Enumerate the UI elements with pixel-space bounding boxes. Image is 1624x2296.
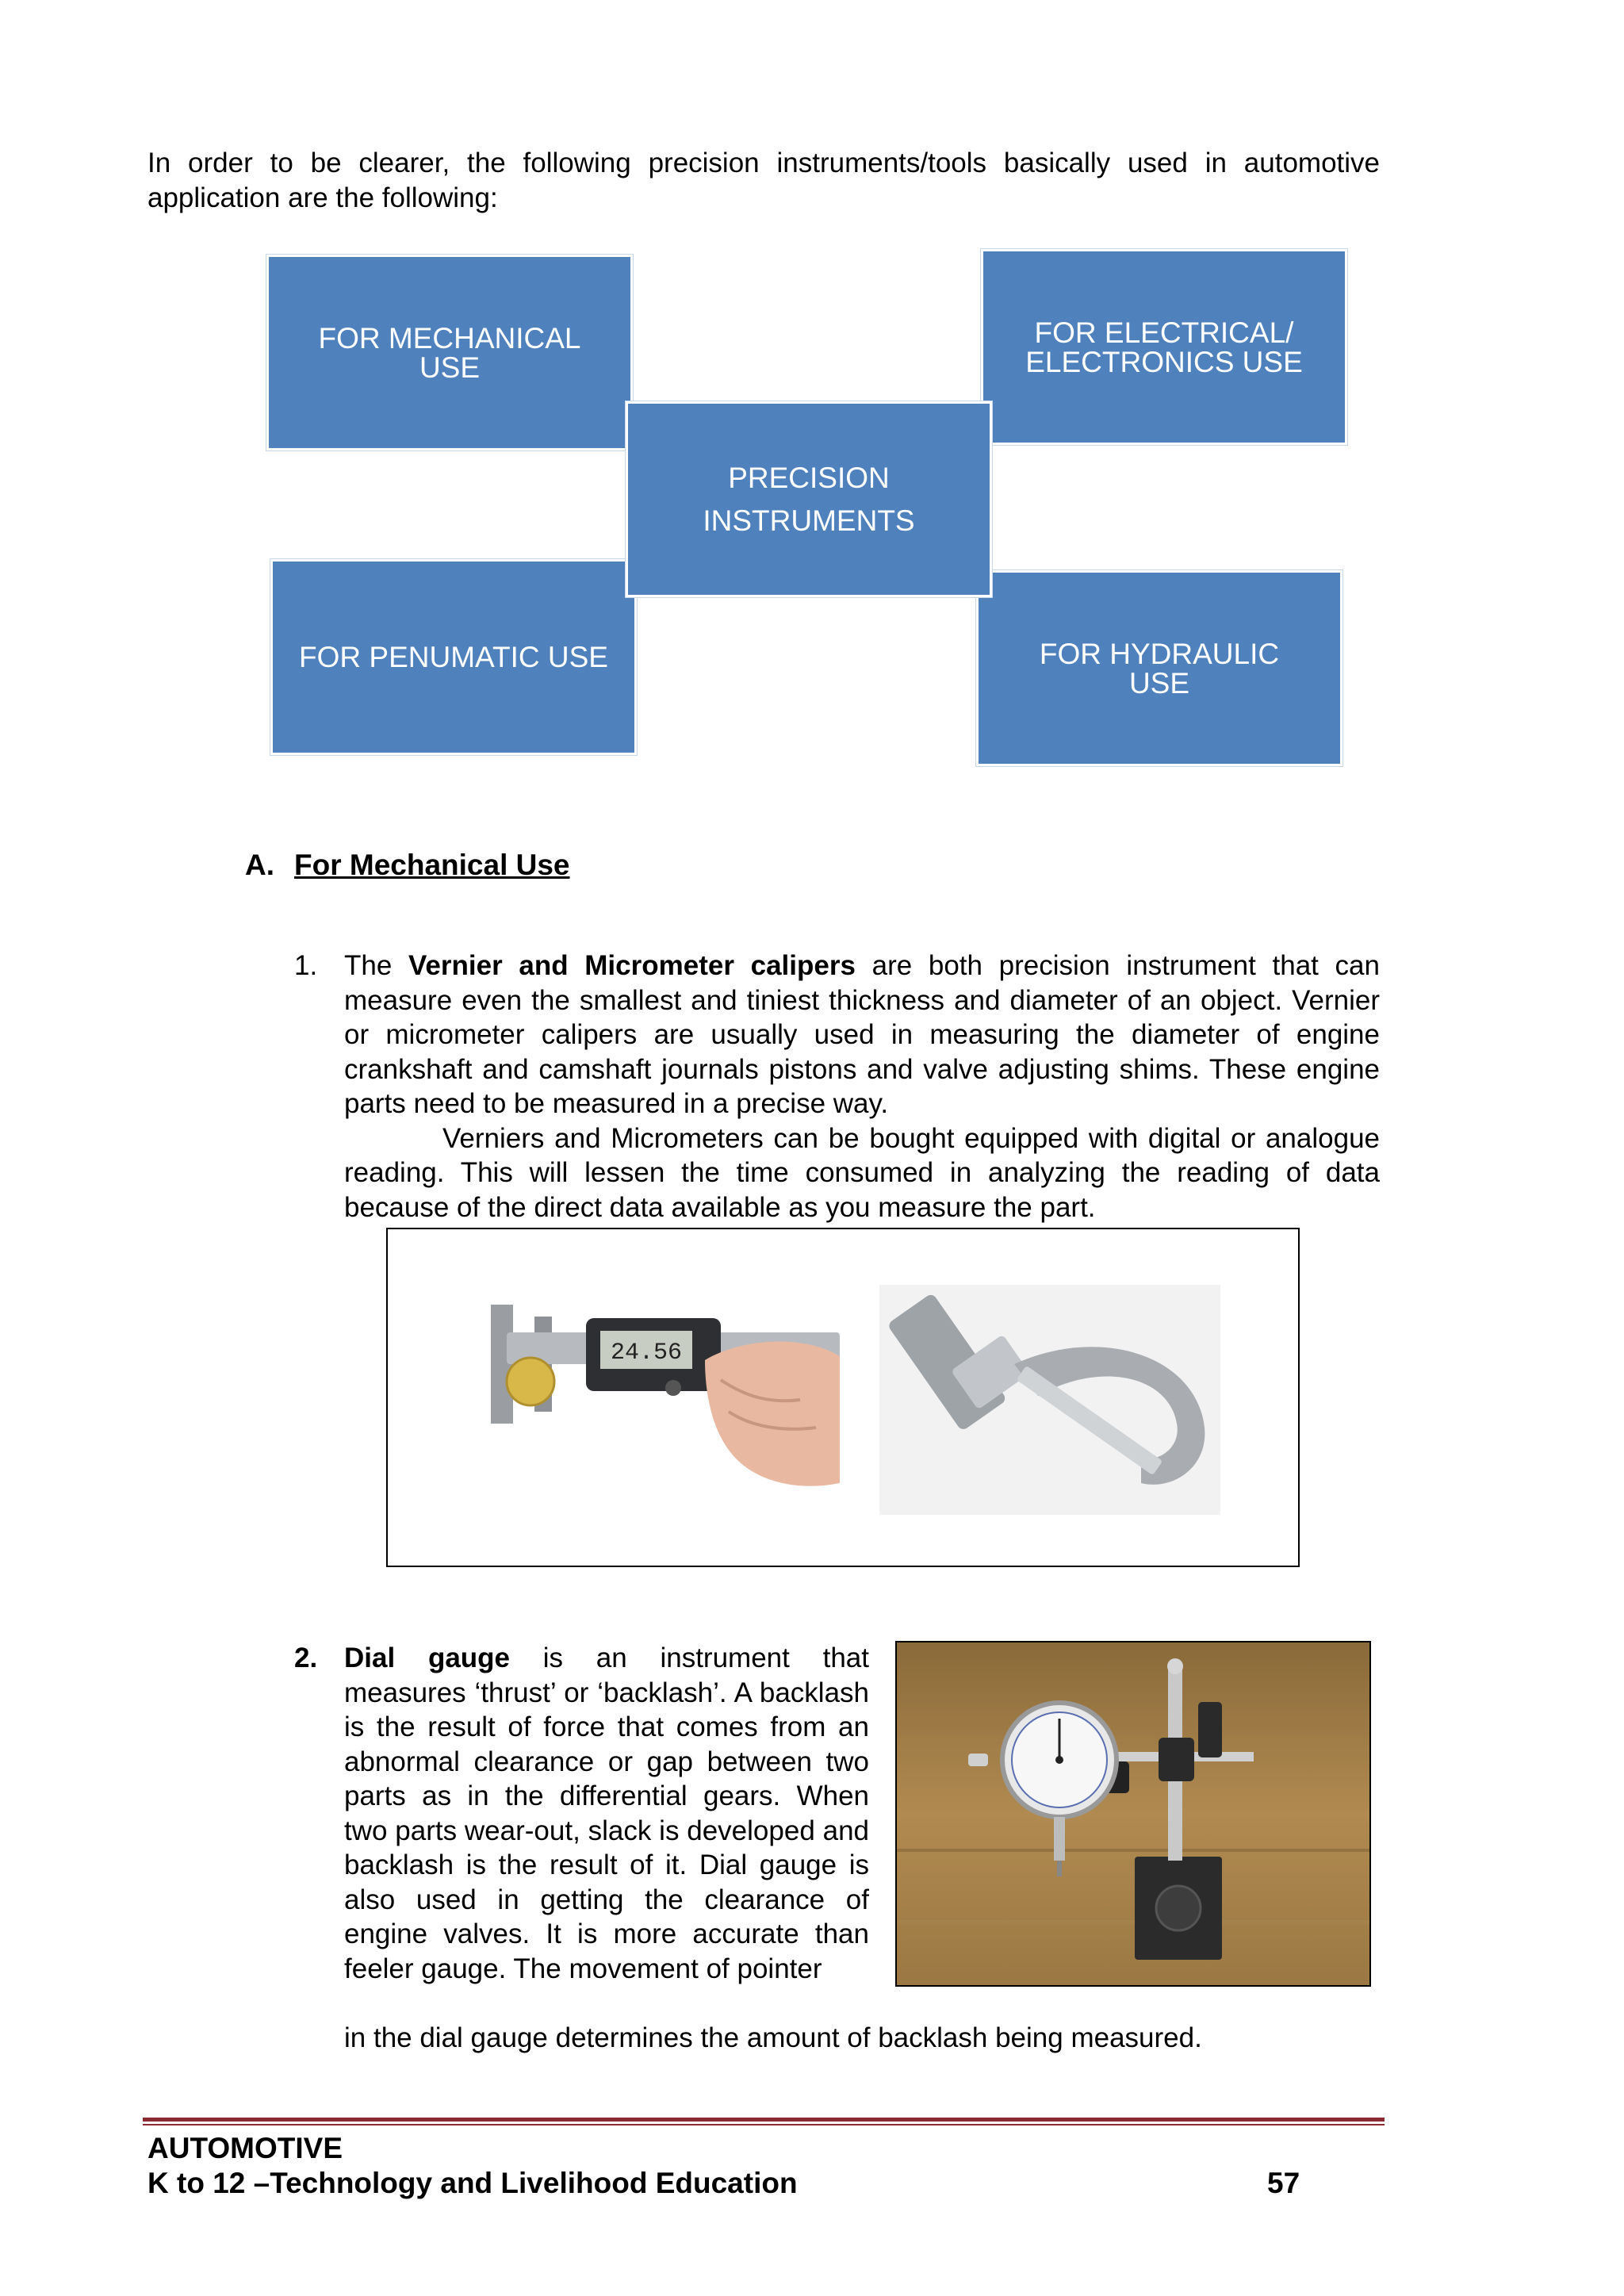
item1-number: 1.	[294, 950, 318, 981]
item1-text2: Verniers and Micrometers can be bought equipped with digital or analogue reading. This will lessen the time consumed in analyzing the reading of data because of the direct data available as you measure the part.	[344, 1122, 1380, 1223]
vernier-caliper-image	[491, 1305, 840, 1486]
footer-page-number: 57	[1267, 2167, 1300, 2199]
dial-gauge-illustration	[897, 1642, 1369, 1985]
diagram-box-center-label: PRECISION INSTRUMENTS	[703, 461, 915, 537]
dial-gauge-image-frame	[895, 1641, 1371, 1987]
footer-subject: AUTOMOTIVE	[147, 2132, 343, 2164]
footer-rule-thin	[143, 2124, 1385, 2125]
item1-text: are both precision instrument that can measure even the smallest and tiniest thickness and diameter of an object. Vernier or micrometer calipers are usually used in measuring the diameter of engine crankshaft and camshaft journals pistons and valve adjusting shims. These engine parts need to be measured in a precise way.	[344, 950, 1380, 1119]
diagram-box-center	[626, 401, 992, 597]
item2-term: Dial gauge	[344, 1642, 511, 1673]
footer-rule	[143, 2118, 1385, 2122]
diagram-box-mechanical-label: FOR MECHANICAL USE	[318, 321, 581, 384]
diagram-box-mechanical	[266, 255, 633, 450]
diagram-box-electrical-label: FOR ELECTRICAL/ ELECTRONICS USE	[1025, 316, 1303, 378]
diagram-box-hydraulic	[976, 570, 1342, 766]
caliper-display-reading: 24.56	[610, 1340, 683, 1366]
section-title: For Mechanical Use	[294, 849, 570, 881]
item1-lead: The	[344, 950, 408, 981]
footer-course: K to 12 –Technology and Livelihood Education	[147, 2167, 798, 2199]
section-letter: A.	[245, 849, 274, 881]
item1-paragraph	[344, 949, 1380, 1225]
diagram-box-electrical	[981, 249, 1347, 445]
item2-number	[294, 1641, 317, 1676]
diagram-box-pneumatic-label: FOR PENUMATIC USE	[299, 641, 608, 673]
calipers-illustration	[388, 1229, 1298, 1566]
item2-tail: in the dial gauge determines the amount of backlash being measured.	[344, 2022, 1202, 2053]
diagram-box-hydraulic-label: FOR HYDRAULIC USE	[1039, 637, 1280, 700]
calipers-image-frame	[386, 1228, 1300, 1567]
section-heading	[245, 849, 570, 882]
micrometer-image	[879, 1285, 1220, 1515]
item2-text: is an instrument that measures ‘thrust’ or ‘backlash’. A backlash is the result of force that comes from an abnormal clearance or gap between two parts as in the differential gears. When two parts wear-out, slack is developed and backlash is the result of it. Dial gauge is also used in getting the clearance of engine valves. It is more accurate than feeler gauge. The movement of pointer	[344, 1642, 869, 1984]
diagram-box-pneumatic	[270, 559, 637, 755]
item2-paragraph	[344, 1641, 869, 1986]
intro-paragraph: In order to be clearer, the following precision instruments/tools basically used in automotive application are the following:	[147, 148, 1380, 213]
item2-number-text: 2.	[294, 1642, 318, 1673]
item1-term: Vernier and Micrometer calipers	[408, 950, 856, 981]
